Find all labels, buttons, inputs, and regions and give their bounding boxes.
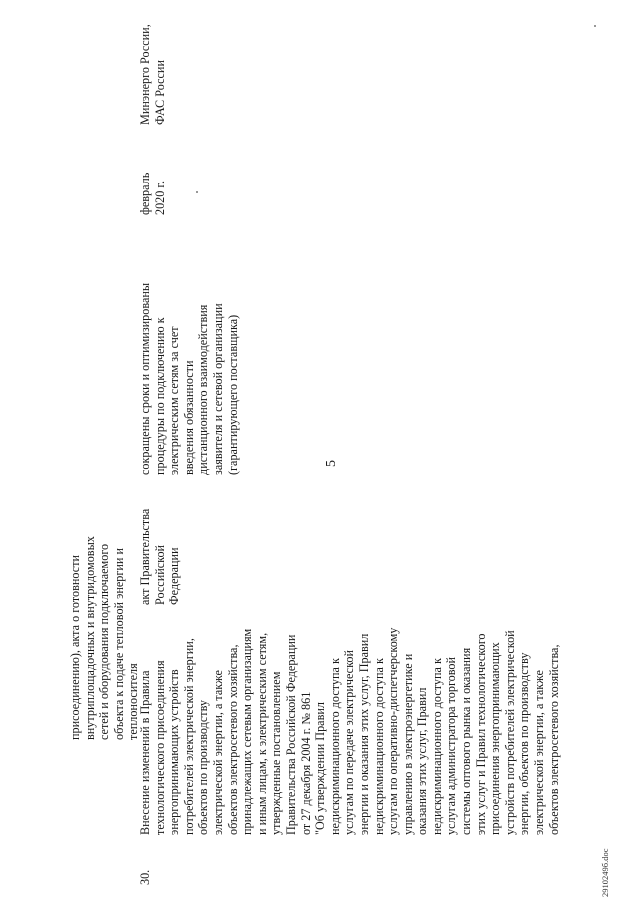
scan-speck [594, 25, 596, 27]
measure-name: Внесение изменений в Правила технологического присоединения энергопринимающих устройств потребителей электрической энергии, объектов по производству электрической энергии, а также объектов электросетевого хозяйства, принадлежащих сетевым организациям и иным лицам, к электрическим сетям, утвержденные постановлением Правительства Российской Федерации от 27 декабря 2004 г. № 861 "Об утверждении Правил недискриминационного доступа к услугам по передаче электрической энергии и оказания этих услуг, Правил недискриминационного доступа к услугам по оперативно-диспетчерскому управлению в электроэнергетике и оказания этих услуг, Правил недискриминационного доступа к услугам администратора торговой системы оптового рынка и оказания этих услуг и Правил технологического присоединения энергопринимающих устройств потребителей электрической энергии, объектов по производству электрической энергии, а также объектов электросетевого хозяйства, [138, 627, 561, 835]
expected-result: сокращены сроки и оптимизированы процедуры по подключению к электрическим сетям за счет введения обязанности дистанционного взаимодействия заявителя и сетевой организации (гарантирующего поставщика) [138, 282, 240, 475]
footer-filename: 2910249б.doc [600, 848, 610, 897]
page-number: 5 [324, 460, 339, 467]
previous-row-continuation: присоединению), акта о готовности внутриплощадочных и внутридомовых сетей и оборудования подключаемого объекта к подаче тепловой энергии и теплоносителя [68, 536, 141, 740]
deadline: февраль 2020 г. [138, 172, 167, 215]
row-number: 30. [138, 869, 152, 885]
responsible-executors: Минэнерго России, ФАС России [138, 24, 167, 125]
document-type: акт Правительства Российской Федерации [138, 508, 182, 605]
scan-speck [196, 191, 198, 193]
